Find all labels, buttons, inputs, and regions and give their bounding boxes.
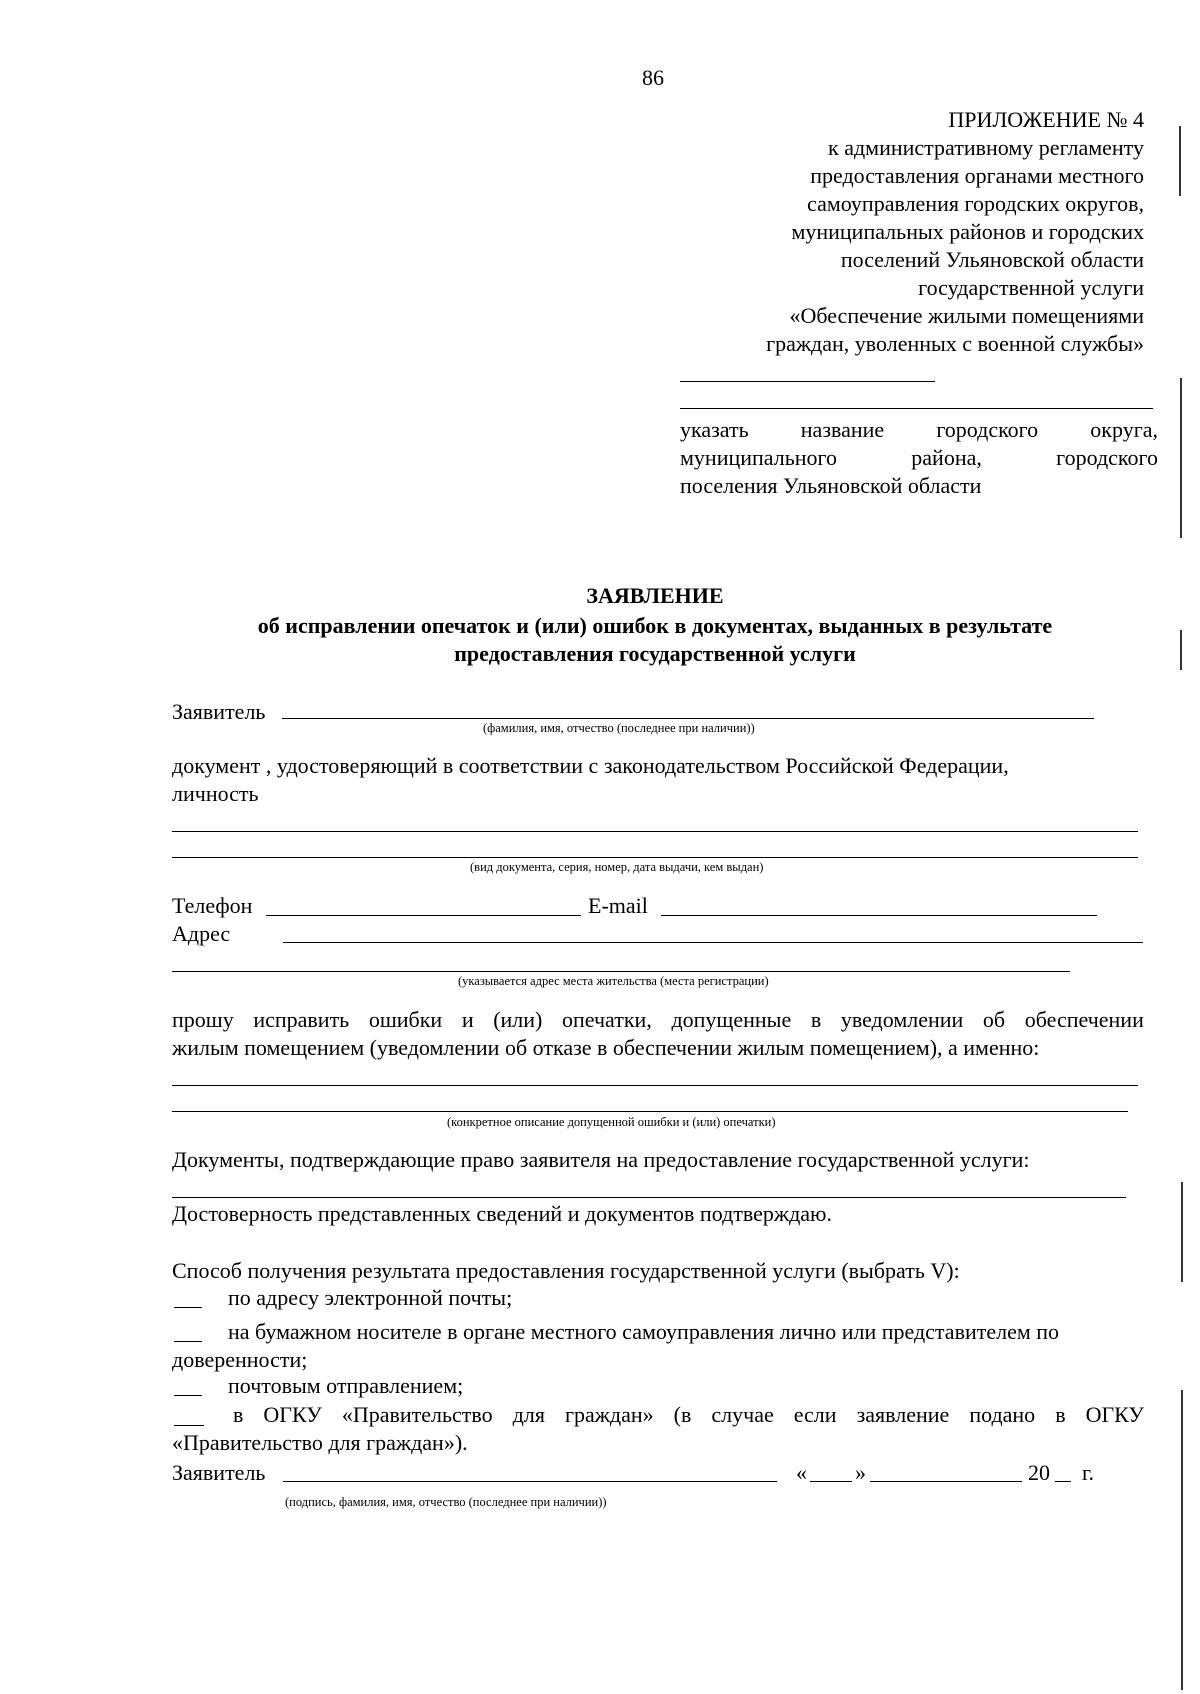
hint-word: района, [911, 445, 982, 470]
recipient-hint-line3: поселения Ульяновской области [680, 473, 982, 498]
request-word: об [982, 1007, 1006, 1032]
address-field-line-1[interactable] [283, 942, 1143, 943]
ogku-word: в [233, 1402, 244, 1427]
documents-field-line[interactable] [172, 1197, 1126, 1198]
applicant-hint: (фамилия, имя, отчество (последнее при наличии)) [483, 721, 755, 735]
method-email-checkbox[interactable] [174, 1307, 202, 1308]
appendix-line: государственной услуги [918, 275, 1144, 300]
applicant-field-line[interactable] [282, 718, 1094, 719]
ogku-word: для [512, 1402, 545, 1427]
scan-edge-mark [1180, 630, 1182, 670]
request-word: в [810, 1007, 822, 1032]
recipient-long-line [680, 408, 1153, 409]
ogku-word: ОГКУ [263, 1402, 322, 1427]
appendix-line: муниципальных районов и городских [791, 219, 1144, 244]
id-document-hint: (вид документа, серия, номер, дата выдачи, кем выдан) [470, 860, 764, 874]
hint-word: название [800, 417, 885, 442]
hint-word: городского [1056, 445, 1158, 470]
appendix-line: поселений Ульяновской области [840, 247, 1144, 272]
request-word: прошу [172, 1007, 234, 1032]
id-document-field-line-2[interactable] [172, 857, 1138, 858]
ogku-word: если [793, 1402, 837, 1427]
method-paper-text-1: на бумажном носителе в органе местного самоуправления лично или представителем по [228, 1319, 1060, 1344]
document-subtitle-1: об исправлении опечаток и (или) ошибок в документах, выданных в результате [257, 613, 1053, 638]
request-word: и [461, 1007, 474, 1032]
method-post-text: почтовым отправлением; [228, 1373, 464, 1398]
signature-label: Заявитель [172, 1460, 266, 1485]
request-word: обеспечении [1024, 1007, 1144, 1032]
scan-edge-mark [1179, 126, 1181, 196]
method-email-text: по адресу электронной почты; [228, 1285, 513, 1310]
ogku-word: «Правительство [341, 1402, 493, 1427]
year-suffix-field[interactable] [1055, 1481, 1071, 1482]
year-suffix: г. [1082, 1460, 1095, 1485]
id-document-field-line-1[interactable] [172, 831, 1138, 832]
request-word: (или) [493, 1007, 543, 1032]
method-ogku-text-2: «Правительство для граждан»). [172, 1430, 468, 1455]
phone-field-line[interactable] [266, 915, 581, 916]
address-label: Адрес [172, 921, 231, 946]
method-label: Способ получения результата предоставления государственной услуги (выбрать V): [172, 1258, 960, 1283]
appendix-line: к административному регламенту [828, 135, 1144, 160]
hint-word: округа, [1090, 417, 1158, 442]
appendix-line: самоуправления городских округов, [807, 191, 1144, 216]
error-field-line-1[interactable] [172, 1085, 1138, 1086]
recipient-short-line [680, 381, 935, 382]
date-day-field[interactable] [810, 1481, 852, 1482]
method-ogku-text-1 [233, 1401, 1144, 1429]
error-field-line-2[interactable] [172, 1111, 1128, 1112]
request-word: уведомлении [840, 1007, 964, 1032]
hint-word: муниципального [680, 445, 838, 470]
id-document-text-2: личность [172, 781, 259, 806]
signature-field-line[interactable] [283, 1481, 777, 1482]
method-paper-text-2: доверенности; [172, 1347, 308, 1372]
scan-edge-mark [1181, 1390, 1183, 1690]
error-hint: (конкретное описание допущенной ошибки и (или) опечатки) [447, 1115, 776, 1129]
confirm-text: Достоверность представленных сведений и документов подтверждаю. [172, 1201, 832, 1226]
date-close-quote: » [855, 1460, 866, 1485]
email-label: E-mail [588, 893, 648, 918]
ogku-word: ОГКУ [1085, 1402, 1144, 1427]
recipient-hint-line1 [680, 416, 1158, 444]
scan-edge-mark [1180, 378, 1182, 538]
applicant-label: Заявитель [172, 699, 266, 724]
request-word: допущенные [671, 1007, 792, 1032]
scan-edge-mark [1181, 1182, 1183, 1282]
email-field-line[interactable] [661, 915, 1097, 916]
appendix-title: ПРИЛОЖЕНИЕ № 4 [948, 107, 1144, 132]
ogku-word: случае [711, 1402, 774, 1427]
request-word: ошибки [368, 1007, 443, 1032]
document-subtitle-2: предоставления государственной услуги [454, 641, 856, 666]
date-open-quote: « [796, 1460, 807, 1485]
request-word: исправить [253, 1007, 350, 1032]
hint-word: указать [680, 417, 749, 442]
appendix-line: предоставления органами местного [810, 163, 1144, 188]
appendix-text [766, 134, 1144, 358]
ogku-word: (в [673, 1402, 692, 1427]
request-text-1 [172, 1006, 1144, 1034]
recipient-hint-line2 [680, 444, 1158, 472]
ogku-word: подано [969, 1402, 1036, 1427]
method-post-checkbox[interactable] [174, 1395, 202, 1396]
id-document-text-1: документ , удостоверяющий в соответствии с законодательством Российской Федерации, [172, 753, 1009, 778]
request-text-2: жилым помещением (уведомлении об отказе в обеспечении жилым помещением), а именно: [172, 1035, 1040, 1060]
hint-word: городского [936, 417, 1039, 442]
ogku-word: граждан» [564, 1402, 654, 1427]
page-number: 86 [642, 65, 664, 90]
year-prefix: 20 [1028, 1460, 1050, 1485]
method-paper-checkbox[interactable] [174, 1341, 202, 1342]
phone-label: Телефон [172, 893, 253, 918]
documents-label: Документы, подтверждающие право заявителя на предоставление государственной услуги: [172, 1147, 1030, 1172]
ogku-word: в [1055, 1402, 1066, 1427]
appendix-line: граждан, уволенных с военной службы» [766, 331, 1144, 356]
document-title: ЗАЯВЛЕНИЕ [586, 583, 724, 608]
address-field-line-2[interactable] [172, 971, 1070, 972]
signature-hint: (подпись, фамилия, имя, отчество (последнее при наличии)) [285, 1495, 607, 1509]
ogku-word: заявление [856, 1402, 950, 1427]
appendix-line: «Обеспечение жилыми помещениями [789, 303, 1144, 328]
date-month-field[interactable] [870, 1481, 1022, 1482]
method-ogku-checkbox[interactable] [174, 1425, 204, 1426]
request-word: опечатки, [562, 1007, 652, 1032]
address-hint: (указывается адрес места жительства (места регистрации) [458, 974, 769, 988]
